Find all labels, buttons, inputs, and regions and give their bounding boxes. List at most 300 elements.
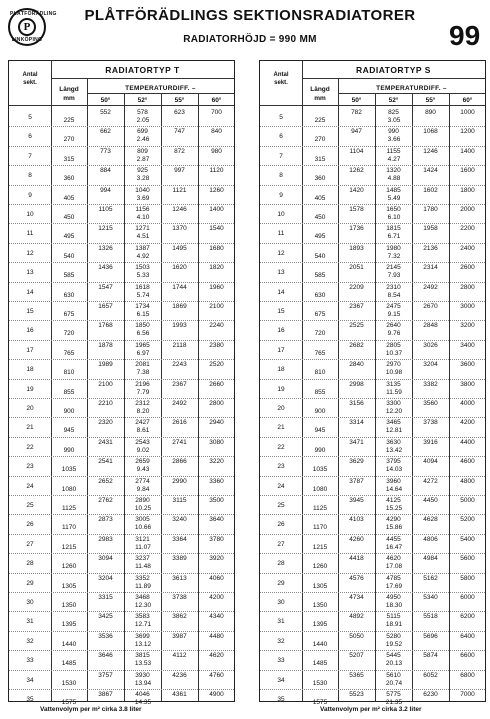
value-52-cell: 2310 — [386, 283, 401, 291]
output-factor-cell: 7.93 — [387, 272, 401, 280]
langd-cell: 810 — [63, 369, 75, 377]
value-52-cell: 3960 — [386, 477, 401, 485]
row-divider — [9, 398, 234, 399]
row-divider — [260, 573, 485, 574]
value-50-cell: 947 — [351, 128, 362, 136]
value-50-cell: 5365 — [349, 671, 364, 679]
value-50-cell: 5207 — [349, 652, 364, 660]
degree-header: 50° — [351, 97, 362, 104]
value-50-cell: 662 — [100, 128, 111, 136]
table-row — [260, 301, 485, 321]
antal-cell: 8 — [28, 172, 32, 180]
langd-cell: 1080 — [61, 485, 77, 493]
value-50-cell: 1215 — [98, 225, 113, 233]
output-factor-cell: 9.84 — [136, 485, 150, 493]
table-row — [9, 340, 234, 360]
value-50-cell: 4103 — [349, 516, 364, 524]
value-60-cell: 6600 — [460, 652, 475, 660]
output-factor-cell: 17.08 — [385, 563, 403, 571]
sekt-label: sekt. — [274, 80, 288, 86]
value-60-cell: 4340 — [209, 613, 224, 621]
value-55-cell: 3026 — [423, 341, 438, 349]
value-60-cell: 1120 — [209, 167, 224, 175]
langd-cell: 225 — [314, 117, 326, 124]
value-52-cell: 699 — [137, 128, 148, 136]
value-55-cell: 4984 — [423, 555, 438, 563]
value-55-cell: 3862 — [172, 613, 187, 621]
output-factor-cell: 10.25 — [134, 505, 152, 512]
antal-cell: 34 — [26, 676, 34, 684]
table-row — [260, 650, 485, 670]
value-50-cell: 2320 — [98, 419, 113, 427]
antal-cell: 33 — [277, 657, 285, 665]
value-52-cell: 5445 — [386, 652, 401, 660]
value-50-cell: 3471 — [349, 438, 364, 446]
output-factor-cell: 11.48 — [135, 563, 151, 571]
value-60-cell: 3500 — [209, 497, 224, 504]
output-factor-cell: 4.92 — [136, 252, 150, 260]
row-divider — [9, 359, 234, 360]
row-divider — [9, 417, 234, 418]
langd-cell: 495 — [314, 233, 326, 241]
value-60-cell: 6800 — [460, 671, 475, 679]
value-60-cell: 3000 — [460, 303, 475, 310]
logo-inner-circle — [18, 18, 36, 36]
value-50-cell: 3536 — [98, 632, 113, 640]
value-60-cell: 2000 — [460, 206, 475, 213]
value-60-cell: 1800 — [460, 186, 475, 194]
antal-cell: 33 — [26, 657, 34, 665]
row-divider — [9, 204, 234, 205]
table-row — [260, 359, 485, 379]
table-row — [260, 320, 485, 340]
row-divider — [260, 126, 485, 127]
value-60-cell: 3220 — [209, 458, 224, 466]
header-divider — [338, 93, 485, 94]
table-row — [260, 670, 485, 690]
value-50-cell: 3629 — [349, 458, 364, 466]
output-factor-cell: 4.88 — [387, 175, 401, 183]
value-60-cell: 6200 — [460, 613, 475, 621]
value-55-cell: 2741 — [172, 438, 187, 446]
value-52-cell: 3300 — [386, 400, 401, 407]
langd-cell: 675 — [63, 311, 75, 318]
antal-cell: 22 — [277, 443, 285, 451]
value-55-cell: 1246 — [172, 206, 187, 213]
value-55-cell: 5518 — [423, 613, 438, 621]
row-divider — [260, 611, 485, 612]
value-50-cell: 4734 — [349, 594, 364, 601]
page-subtitle: RADIATORHÖJD = 990 MM — [183, 34, 317, 45]
row-divider — [9, 243, 234, 244]
value-52-cell: 990 — [388, 128, 399, 136]
table-row — [260, 534, 485, 554]
value-50-cell: 1420 — [349, 186, 364, 194]
value-52-cell: 3465 — [386, 419, 401, 427]
antal-cell: 14 — [26, 288, 34, 296]
value-60-cell: 2940 — [209, 419, 224, 427]
degree-header: 50° — [100, 97, 111, 104]
value-60-cell: 1200 — [460, 128, 475, 136]
row-divider — [260, 243, 485, 244]
antal-cell: 17 — [277, 346, 285, 354]
value-60-cell: 700 — [211, 109, 222, 116]
table-row — [9, 262, 234, 282]
footer-note-s: Vattenvolym per m² cirka 3.2 liter — [320, 706, 422, 713]
row-divider — [9, 592, 234, 593]
row-divider — [9, 185, 234, 186]
value-52-cell: 5775 — [386, 691, 401, 698]
antal-cell: 26 — [26, 521, 34, 529]
row-divider — [9, 476, 234, 477]
value-52-cell: 1155 — [386, 147, 401, 155]
table-row — [9, 650, 234, 670]
value-50-cell: 2209 — [349, 283, 364, 291]
value-55-cell: 1602 — [423, 186, 438, 194]
value-60-cell: 6000 — [460, 594, 475, 601]
langd-cell: 360 — [314, 175, 326, 183]
output-factor-cell: 9.76 — [387, 330, 401, 338]
value-55-cell: 3613 — [172, 574, 187, 582]
antal-cell: 16 — [26, 327, 34, 335]
antal-cell: 29 — [26, 579, 34, 587]
output-factor-cell: 8.54 — [387, 291, 401, 299]
degree-header: 52° — [137, 97, 148, 104]
antal-cell: 6 — [279, 133, 283, 141]
table-row — [9, 417, 234, 437]
langd-cell: 1260 — [61, 563, 77, 571]
value-50-cell: 4892 — [349, 613, 364, 621]
value-60-cell: 5200 — [460, 516, 475, 524]
langd-cell: 585 — [314, 272, 326, 280]
value-52-cell: 4620 — [386, 555, 401, 563]
row-divider — [9, 437, 234, 438]
value-52-cell: 4950 — [386, 594, 401, 601]
table-row — [9, 592, 234, 612]
output-factor-cell: 18.91 — [385, 621, 403, 629]
antal-cell: 12 — [26, 249, 34, 257]
langd-cell: 1125 — [313, 505, 327, 512]
row-divider — [260, 592, 485, 593]
value-52-cell: 578 — [137, 109, 148, 116]
langd-cell: 1395 — [312, 621, 328, 629]
value-55-cell: 2136 — [423, 244, 438, 252]
langd-cell: 1440 — [61, 640, 77, 648]
value-50-cell: 884 — [100, 167, 111, 175]
output-factor-cell: 15.25 — [385, 505, 403, 512]
langd-cell: 495 — [63, 233, 75, 241]
value-50-cell: 3787 — [349, 477, 364, 485]
value-55-cell: 2243 — [172, 361, 187, 369]
antal-cell: 8 — [279, 172, 283, 180]
value-52-cell: 2196 — [135, 380, 150, 388]
value-52-cell: 2970 — [386, 361, 401, 369]
langd-cell: 1350 — [312, 602, 328, 609]
value-55-cell: 3916 — [423, 438, 438, 446]
value-55-cell: 4236 — [172, 671, 187, 679]
output-factor-cell: 3.69 — [136, 194, 150, 202]
value-55-cell: 2492 — [172, 400, 187, 407]
value-52-cell: 1965 — [135, 341, 150, 349]
output-factor-cell: 2.87 — [136, 155, 150, 163]
antal-cell: 32 — [277, 637, 285, 645]
table-row — [260, 417, 485, 437]
table-row — [9, 437, 234, 457]
row-divider — [9, 573, 234, 574]
output-factor-cell: 2.05 — [136, 117, 150, 124]
row-divider — [9, 534, 234, 535]
value-52-cell: 925 — [137, 167, 148, 175]
column-header-langd — [51, 85, 87, 103]
langd-cell: 1170 — [62, 524, 76, 532]
langd-cell: 675 — [314, 311, 326, 318]
value-55-cell: 1424 — [423, 167, 438, 175]
value-60-cell: 4200 — [460, 419, 475, 427]
antal-cell: 5 — [28, 114, 32, 121]
value-52-cell: 2475 — [386, 303, 401, 310]
output-factor-cell: 5.74 — [136, 291, 150, 299]
table-row — [9, 495, 234, 515]
value-55-cell: 1869 — [172, 303, 187, 310]
value-52-cell: 4455 — [386, 535, 401, 543]
langd-cell: 1215 — [61, 543, 77, 551]
value-55-cell: 6230 — [423, 691, 438, 698]
table-row — [9, 456, 234, 476]
value-55-cell: 872 — [174, 147, 185, 155]
value-55-cell: 3240 — [172, 516, 187, 524]
value-50-cell: 3757 — [98, 671, 113, 679]
langd-label: Längd — [59, 86, 79, 93]
header-divider — [302, 78, 485, 79]
value-50-cell: 3204 — [98, 574, 113, 582]
value-55-cell: 4450 — [423, 497, 438, 504]
table-row — [260, 262, 485, 282]
row-divider — [9, 456, 234, 457]
value-52-cell: 3699 — [135, 632, 150, 640]
degree-header: 55° — [174, 97, 185, 104]
antal-cell: 18 — [26, 366, 34, 374]
output-factor-cell: 19.52 — [385, 640, 403, 648]
value-60-cell: 6400 — [460, 632, 475, 640]
value-60-cell: 1600 — [460, 167, 475, 175]
output-factor-cell: 12.30 — [134, 602, 152, 609]
value-60-cell: 3640 — [209, 516, 224, 524]
row-divider — [260, 650, 485, 651]
row-divider — [9, 631, 234, 632]
output-factor-cell: 20.74 — [385, 679, 403, 687]
value-55-cell: 3115 — [172, 497, 187, 504]
value-55-cell: 2118 — [172, 341, 187, 349]
langd-cell: 990 — [314, 446, 326, 454]
table-row — [9, 514, 234, 534]
value-60-cell: 2800 — [209, 400, 224, 407]
row-divider — [260, 689, 485, 690]
row-divider — [260, 476, 485, 477]
value-55-cell: 1370 — [172, 225, 187, 233]
langd-cell: 1305 — [61, 582, 77, 590]
value-55-cell: 3204 — [423, 361, 438, 369]
value-60-cell: 3200 — [460, 322, 475, 330]
value-52-cell: 2640 — [386, 322, 401, 330]
antal-cell: 24 — [26, 482, 34, 490]
value-50-cell: 2873 — [98, 516, 113, 524]
row-divider — [9, 340, 234, 341]
value-50-cell: 3646 — [98, 652, 113, 660]
row-divider — [9, 689, 234, 690]
langd-cell: 1485 — [312, 660, 328, 668]
value-60-cell: 980 — [211, 147, 222, 155]
degree-header: 52° — [388, 97, 399, 104]
row-divider — [260, 262, 485, 263]
value-52-cell: 1650 — [386, 206, 401, 213]
value-60-cell: 4400 — [460, 438, 475, 446]
value-60-cell: 840 — [211, 128, 222, 136]
radiator-type-heading: RADIATORTYP T — [105, 65, 180, 75]
table-row — [9, 611, 234, 631]
output-factor-cell: 13.94 — [134, 679, 152, 687]
table-row — [9, 534, 234, 554]
value-60-cell: 4800 — [460, 477, 475, 485]
value-60-cell: 1000 — [460, 109, 475, 116]
output-factor-cell: 16.47 — [385, 543, 403, 551]
table-row — [260, 223, 485, 243]
antal-cell: 12 — [277, 249, 285, 257]
antal-cell: 21 — [277, 424, 285, 432]
table-row — [9, 320, 234, 340]
value-55-cell: 3738 — [172, 594, 187, 601]
degree-header: 60° — [211, 97, 222, 104]
output-factor-cell: 14.35 — [134, 699, 152, 706]
value-60-cell: 1680 — [209, 244, 224, 252]
langd-cell: 945 — [63, 427, 75, 435]
output-factor-cell: 10.98 — [385, 369, 403, 377]
row-divider — [9, 379, 234, 380]
value-52-cell: 1040 — [135, 186, 150, 194]
value-50-cell: 1547 — [98, 283, 113, 291]
row-divider — [260, 417, 485, 418]
table-row — [260, 553, 485, 573]
antal-cell: 26 — [277, 521, 285, 529]
antal-cell: 24 — [277, 482, 285, 490]
table-row — [9, 107, 234, 127]
radiator-table-t — [8, 60, 235, 706]
value-55-cell: 1744 — [172, 283, 187, 291]
value-55-cell: 4272 — [423, 477, 438, 485]
row-divider — [9, 282, 234, 283]
value-55-cell: 1068 — [423, 128, 438, 136]
table-row — [260, 495, 485, 515]
value-55-cell: 3738 — [423, 419, 438, 427]
value-52-cell: 2805 — [386, 341, 401, 349]
output-factor-cell: 8.61 — [136, 427, 150, 435]
value-55-cell: 1958 — [423, 225, 438, 233]
output-factor-cell: 13.53 — [134, 660, 152, 668]
value-52-cell: 5115 — [386, 613, 401, 621]
value-52-cell: 3237 — [135, 555, 150, 563]
langd-cell: 900 — [63, 408, 75, 415]
table-row — [260, 514, 485, 534]
antal-cell: 10 — [277, 211, 285, 218]
header-divider — [87, 93, 234, 94]
antal-cell: 19 — [277, 385, 285, 393]
output-factor-cell: 4.10 — [136, 214, 150, 221]
output-factor-cell: 6.10 — [387, 214, 401, 221]
langd-cell: 1485 — [61, 660, 77, 668]
output-factor-cell: 12.20 — [385, 408, 403, 415]
output-factor-cell: 18.30 — [385, 602, 403, 609]
langd-cell: 225 — [63, 117, 75, 124]
value-55-cell: 2990 — [172, 477, 187, 485]
value-50-cell: 1989 — [98, 361, 113, 369]
value-60-cell: 3780 — [209, 535, 224, 543]
value-50-cell: 2100 — [98, 380, 113, 388]
output-factor-cell: 10.66 — [134, 524, 152, 532]
value-52-cell: 3630 — [386, 438, 401, 446]
row-divider — [260, 398, 485, 399]
langd-cell: 585 — [63, 272, 75, 280]
table-row — [9, 553, 234, 573]
value-60-cell: 1540 — [209, 225, 224, 233]
langd-cell: 270 — [314, 136, 326, 144]
row-divider — [9, 165, 234, 166]
table-row — [260, 243, 485, 263]
value-52-cell: 1980 — [386, 244, 401, 252]
value-60-cell: 4060 — [209, 574, 224, 582]
value-50-cell: 1105 — [98, 206, 113, 213]
column-header-antal — [9, 71, 51, 87]
table-row — [9, 204, 234, 224]
langd-cell: 270 — [63, 136, 75, 144]
value-52-cell: 4125 — [386, 497, 401, 504]
value-55-cell: 2848 — [423, 322, 438, 330]
value-50-cell: 782 — [351, 109, 362, 116]
value-55-cell: 6052 — [423, 671, 438, 679]
value-52-cell: 809 — [137, 147, 148, 155]
value-55-cell: 4094 — [423, 458, 438, 466]
row-divider — [9, 514, 234, 515]
value-50-cell: 1262 — [349, 167, 364, 175]
antal-cell: 34 — [277, 676, 285, 684]
langd-cell: 540 — [63, 252, 75, 260]
output-factor-cell: 6.71 — [387, 233, 401, 241]
row-divider — [9, 223, 234, 224]
langd-cell: 360 — [63, 175, 75, 183]
value-60-cell: 5000 — [460, 497, 475, 504]
langd-cell: 405 — [314, 194, 326, 202]
row-divider — [260, 437, 485, 438]
table-row — [260, 398, 485, 418]
value-50-cell: 2367 — [349, 303, 364, 310]
output-factor-cell: 17.69 — [385, 582, 403, 590]
value-60-cell: 4000 — [460, 400, 475, 407]
output-factor-cell: 3.28 — [136, 175, 150, 183]
value-52-cell: 1850 — [135, 322, 150, 330]
company-logo — [8, 8, 57, 46]
value-52-cell: 5280 — [386, 632, 401, 640]
langd-cell: 630 — [63, 291, 75, 299]
langd-cell: 1125 — [62, 505, 76, 512]
row-divider — [260, 495, 485, 496]
value-60-cell: 2600 — [460, 264, 475, 272]
value-50-cell: 3314 — [349, 419, 364, 427]
value-60-cell: 2380 — [209, 341, 224, 349]
table-row — [9, 185, 234, 205]
value-60-cell: 7000 — [460, 691, 475, 698]
table-row — [9, 379, 234, 399]
output-factor-cell: 6.97 — [136, 349, 150, 357]
row-divider — [260, 534, 485, 535]
row-divider — [9, 146, 234, 147]
